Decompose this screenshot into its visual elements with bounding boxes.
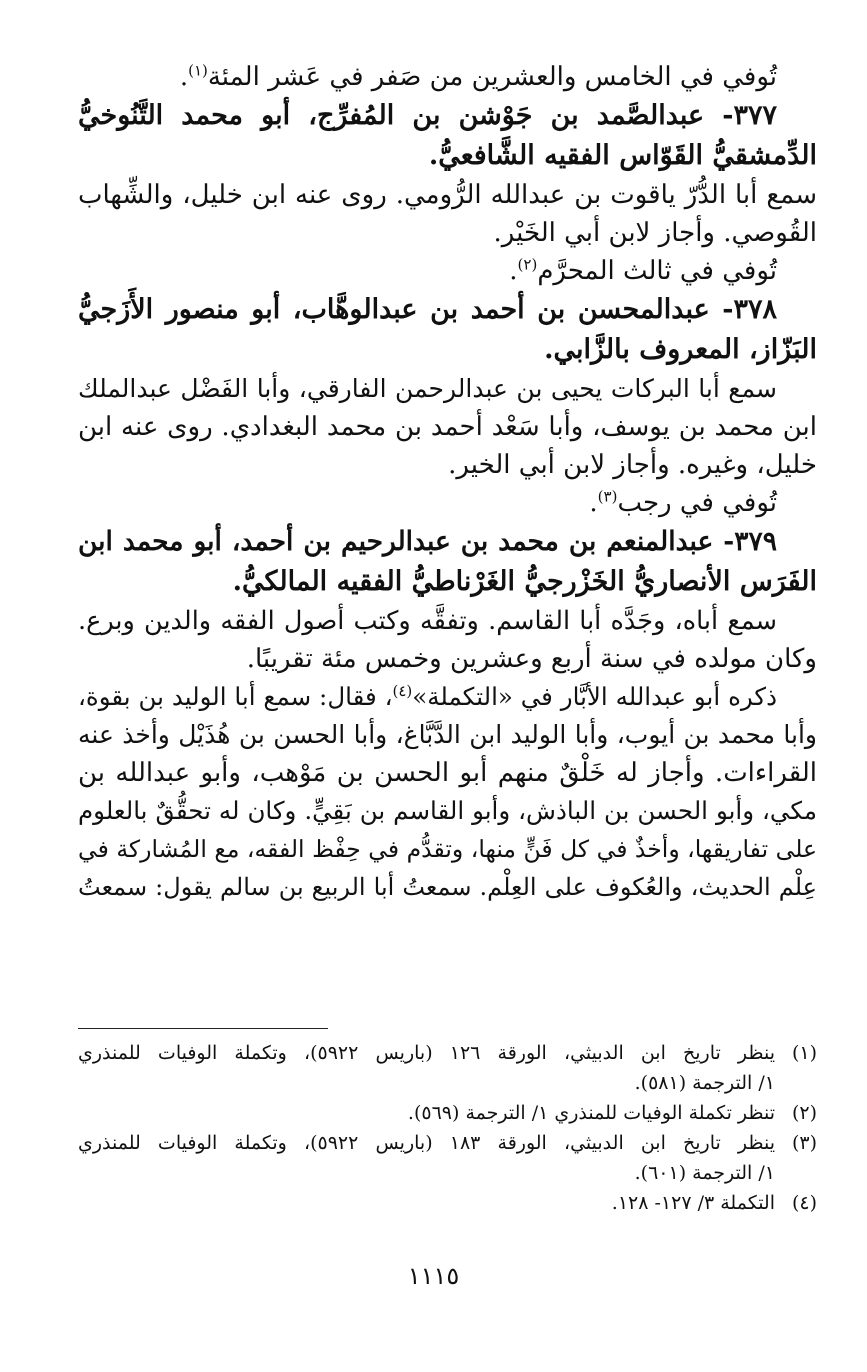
text-line: ابن محمد بن يوسف، وأبا سَعْد أحمد بن محمد البغدادي. روى عنه ابن [78,412,817,442]
footnote [78,1188,817,1218]
text-line: عِلْم الحديث، والعُكوف على العِلْم. سمعتُ أبا الربيع بن سالم يقول: سمعتُ [78,873,817,901]
entry-379 [78,522,817,906]
text-line: سمع أبا الدُّرّ ياقوت بن عبدالله الرُّومي. روى عنه ابن خليل، والشِّهاب [78,180,817,210]
text-line: مكي، وأبو الحسن بن الباذش، وأبو القاسم بن بَقِيٍّ. وكان له تحقُّقٌ بالعلوم [78,796,817,825]
footnote-line: ١/ الترجمة (٥٨١). [634,1072,775,1094]
footnote-line: ينظر تاريخ ابن الدبيثي، الورقة ١٨٣ (باريس ٥٩٢٢)، وتكملة الوفيات للمنذري [78,1132,775,1154]
footnote-line: تنظر تكملة الوفيات للمنذري ١/ الترجمة (٥٦٩). [407,1102,775,1124]
footnote-text [78,1128,775,1188]
footnote-number: (١) [791,1042,817,1064]
text-line: القراءات. وأجاز له خَلْقٌ منهم أبو الحسن بن مَوْهب، وأبو عبدالله بن [78,758,817,788]
footnote-divider [78,1028,328,1029]
footnote-line: ينظر تاريخ ابن الدبيثي، الورقة ١٢٦ (باريس ٥٩٢٢)، وتكملة الوفيات للمنذري [78,1042,775,1064]
footnotes [78,1038,817,1218]
footnote-number: (٤) [791,1192,817,1214]
footnote [78,1128,817,1188]
entry-heading: الفَرَس الأنصاريُّ الخَزْرجيُّ الغَرْناطيُّ الفقيه المالكيُّ. [232,566,817,597]
line-text: ذكره أبو عبدالله الأبَّار في «التكملة» [412,682,777,711]
text-line: القُوصي. وأجاز لابن أبي الخَيْر. [493,218,817,248]
footnote-ref[interactable]: (٢) [517,255,538,274]
text-line: خليل، وغيره. وأجاز لابن أبي الخير. [448,450,817,480]
footnote [78,1098,817,1128]
text-line: وأبا محمد بن أيوب، وأبا الوليد ابن الدَّبَّاغ، وأبا الحسن بن هُذَيْل وأخذ عنه [78,720,817,749]
entry-heading: الدِّمشقيُّ القَوّاس الفقيه الشَّافعيُّ. [428,140,817,171]
line-text: . [179,62,189,92]
text-line [78,58,817,96]
page-number: ١١١٥ [407,1262,460,1290]
entry-heading: ٣٧٧- عبدالصَّمد بن جَوْشن بن المُفرِّج، أبو محمد التَّنُوخيُّ [78,100,777,131]
footnote-line: التكملة ٣/ ١٢٧- ١٢٨. [611,1192,775,1214]
text-line: سمع أبا البركات يحيى بن عبدالرحمن الفارقي، وأبا الفَضْل عبدالملك [78,374,777,403]
entry-heading: ٣٧٨- عبدالمحسن بن أحمد بن عبدالوهَّاب، أبو منصور الأَزَجيُّ [78,294,777,325]
footnote-text [78,1038,775,1098]
line-text: . [589,488,598,518]
line-text: ، فقال: سمع أبا الوليد بن بقوة، [78,682,393,711]
entry-377 [78,96,817,290]
footnote-text [78,1098,775,1128]
footnote [78,1038,817,1098]
page-body [78,58,817,906]
line-text: تُوفي في الخامس والعشرين من صَفر في عَشر المئة [207,62,777,92]
footnote-ref[interactable]: (٣) [597,487,618,506]
text-line [78,678,817,716]
footnote-number: (٢) [791,1102,817,1124]
text-line [78,252,817,290]
text-line [78,484,817,522]
footnote-number: (٣) [791,1132,817,1154]
footnote-ref[interactable]: (٤) [392,681,413,700]
text-line: وكان مولده في سنة أربع وعشرين وخمس مئة تقريبًا. [246,644,817,674]
entry-heading: ٣٧٩- عبدالمنعم بن محمد بن عبدالرحيم بن أحمد، أبو محمد ابن [78,526,777,557]
line-text: . [509,256,518,286]
footnote-text [78,1188,775,1218]
entry-378 [78,290,817,522]
entry-heading: البَزّاز، المعروف بالزَّابي. [544,334,817,365]
footnote-ref[interactable]: (١) [188,61,208,80]
line-text: تُوفي في رجب [617,488,777,518]
footnote-line: ١/ الترجمة (٦٠١). [634,1162,775,1184]
text-line: سمع أباه، وجَدَّه أبا القاسم. وتفقَّه وكتب أصول الفقه والدين وبرع. [78,606,777,636]
text-line: على تفاريقها، وأخذٌ في كل فَنٍّ منها، وتقدُّم في حِفْظ الفقه، مع المُشاركة في [78,835,817,863]
line-text: تُوفي في ثالث المحرَّم [537,256,777,286]
